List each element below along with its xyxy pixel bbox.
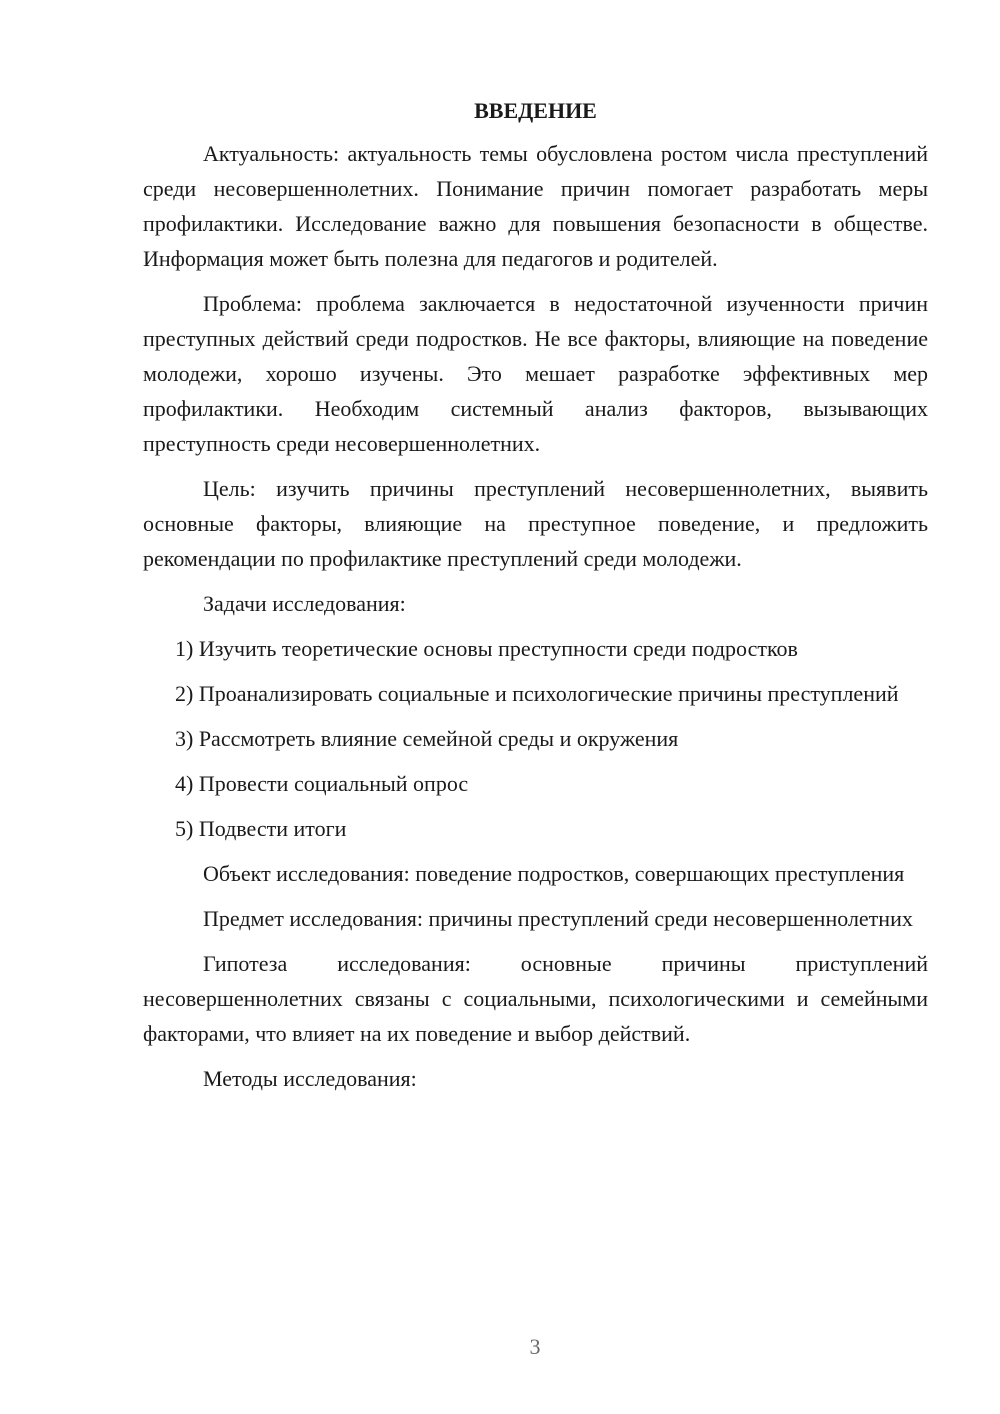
goal-paragraph: Цель: изучить причины преступлений несовершеннолетних, выявить основные факторы, влияющие на преступное поведение, и предложить рекомендации по профилактике преступлений среди молодежи. <box>143 476 928 571</box>
task-item-3: 3) Рассмотреть влияние семейной среды и окружения <box>175 726 679 751</box>
task-item-4: 4) Провести социальный опрос <box>175 771 469 796</box>
methods-heading: Методы исследования: <box>203 1066 417 1091</box>
subject-paragraph: Предмет исследования: причины преступлений среди несовершеннолетних <box>203 906 913 931</box>
task-item-2: 2) Проанализировать социальные и психологические причины преступлений <box>175 681 899 706</box>
problem-paragraph: Проблема: проблема заключается в недостаточной изученности причин преступных действий среди подростков. Не все факторы, влияющие на поведение молодежи, хорошо изучены. Это мешает разработке эффективных мер профилактики. Необходим системный анализ факторов, вызывающих преступность среди несовершеннолетних. <box>143 291 928 456</box>
object-paragraph: Объект исследования: поведение подростков, совершающих преступления <box>203 861 905 886</box>
page-content <box>143 96 928 1106</box>
page-number: 3 <box>529 1334 541 1359</box>
tasks-heading: Задачи исследования: <box>203 591 406 616</box>
relevance-paragraph: Актуальность: актуальность темы обусловлена ростом числа преступлений среди несовершеннолетних. Понимание причин помогает разработать меры профилактики. Исследование важно для повышения безопасности в обществе. Информация может быть полезна для педагогов и родителей. <box>143 141 928 271</box>
hypothesis-paragraph: Гипотеза исследования: основные причины приступлений несовершеннолетних связаны с социальными, психологическими и семейными факторами, что влияет на их поведение и выбор действий. <box>143 951 928 1046</box>
section-title: ВВЕДЕНИЕ <box>474 98 597 123</box>
task-item-5: 5) Подвести итоги <box>175 816 347 841</box>
task-item-1: 1) Изучить теоретические основы преступности среди подростков <box>175 636 798 661</box>
